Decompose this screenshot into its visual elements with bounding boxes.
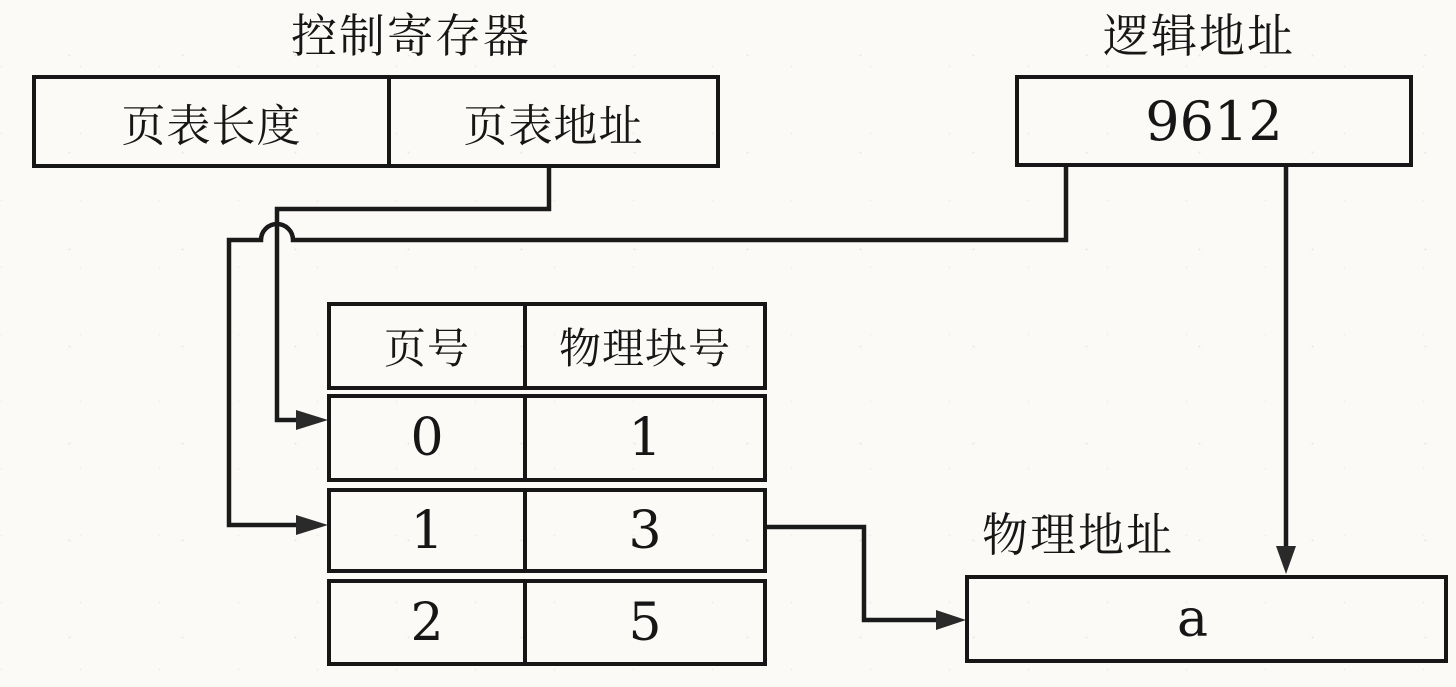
physical-address-title: 物理地址 [982, 508, 1174, 562]
page-number-cell: 0 [331, 398, 527, 478]
control-register-box [32, 75, 720, 168]
page-table-address-field: 页表地址 [463, 100, 644, 152]
block-number-cell: 1 [628, 408, 662, 468]
block-number-cell: 3 [628, 500, 662, 561]
logical-address-title: 逻辑地址 [1103, 9, 1295, 63]
page-table-row-1 [327, 488, 767, 573]
physical-block-column-header: 物理块号 [558, 324, 731, 373]
physical-address-box [965, 575, 1448, 663]
arrowhead-into-row1 [296, 515, 328, 535]
page-number-cell: 2 [331, 583, 527, 662]
arrowhead-into-physical-address-top [1276, 546, 1296, 574]
arrowhead-into-physical-address-left [936, 610, 966, 630]
block-number-cell: 5 [628, 592, 662, 653]
page-number-column-header: 页号 [331, 306, 527, 386]
page-number-cell: 1 [331, 492, 527, 569]
page-table-row-2 [327, 579, 767, 666]
page-table-row-0 [327, 394, 767, 482]
logical-address-box [1015, 75, 1413, 167]
control-register-title: 控制寄存器 [291, 9, 531, 63]
physical-address-value: a [1176, 589, 1208, 649]
page-table-header-row [327, 302, 767, 390]
arrowhead-into-row0 [296, 410, 328, 430]
logical-address-value: 9612 [1145, 89, 1283, 153]
page-table-length-field: 页表长度 [36, 79, 391, 164]
